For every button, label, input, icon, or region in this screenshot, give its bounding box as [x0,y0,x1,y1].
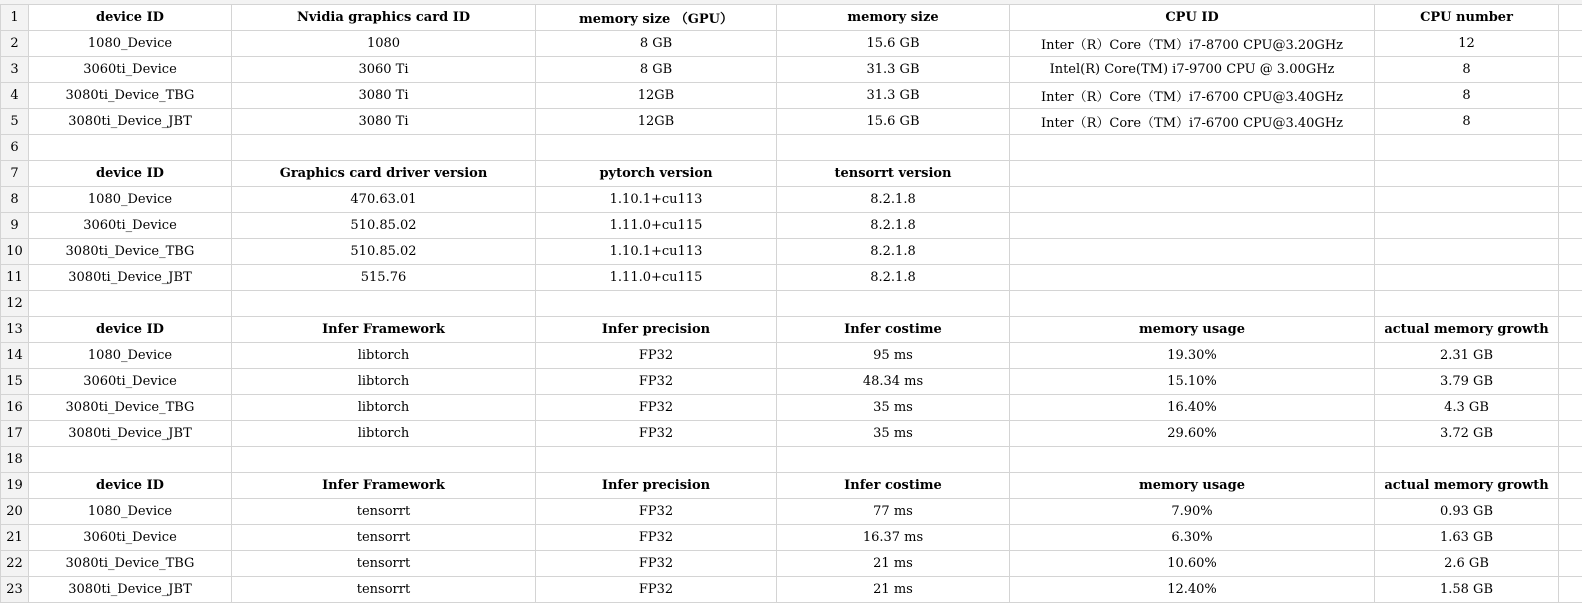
table-cell[interactable]: 15.10% [1010,369,1375,395]
table-cell[interactable]: 12GB [536,109,777,135]
empty-cell[interactable] [1559,135,1582,161]
empty-cell[interactable] [1559,499,1582,525]
table-cell[interactable]: 3060ti_Device [29,525,232,551]
table-cell[interactable]: 1080 [232,31,536,57]
empty-cell[interactable] [1559,369,1582,395]
table-cell[interactable]: 8.2.1.8 [777,239,1010,265]
empty-cell[interactable] [1375,135,1559,161]
table-cell[interactable]: tensorrt [232,525,536,551]
empty-cell[interactable] [1559,109,1582,135]
row-header[interactable]: 22 [1,551,29,577]
table-cell[interactable]: libtorch [232,395,536,421]
table-cell[interactable]: 48.34 ms [777,369,1010,395]
empty-cell[interactable] [1559,161,1582,187]
empty-cell[interactable] [1375,213,1559,239]
table-cell[interactable]: 29.60% [1010,421,1375,447]
empty-cell[interactable] [1559,57,1582,83]
empty-cell[interactable] [1559,213,1582,239]
table-cell[interactable]: 8.2.1.8 [777,187,1010,213]
table-cell[interactable]: 8 [1375,57,1559,83]
table-cell[interactable]: 510.85.02 [232,213,536,239]
empty-cell[interactable] [1375,447,1559,473]
table-cell[interactable]: FP32 [536,395,777,421]
empty-cell[interactable] [232,291,536,317]
empty-cell[interactable] [232,447,536,473]
empty-cell[interactable] [232,135,536,161]
empty-cell[interactable] [1559,551,1582,577]
empty-cell[interactable] [1375,265,1559,291]
table-cell[interactable]: 12 [1375,31,1559,57]
table-cell[interactable]: 3060ti_Device [29,369,232,395]
table-header-cell[interactable]: Nvidia graphics card ID [232,5,536,31]
table-cell[interactable]: 8.2.1.8 [777,265,1010,291]
table-header-cell[interactable]: Infer Framework [232,473,536,499]
table-header-cell[interactable]: memory size （GPU） [536,5,777,31]
table-cell[interactable]: 19.30% [1010,343,1375,369]
empty-cell[interactable] [1559,343,1582,369]
empty-cell[interactable] [1559,31,1582,57]
table-header-cell[interactable]: Infer precision [536,473,777,499]
table-cell[interactable]: FP32 [536,525,777,551]
table-cell[interactable]: 12GB [536,83,777,109]
table-header-cell[interactable]: device ID [29,473,232,499]
empty-cell[interactable] [1010,213,1375,239]
empty-cell[interactable] [29,135,232,161]
table-cell[interactable]: 8 GB [536,31,777,57]
table-cell[interactable]: 3080ti_Device_TBG [29,395,232,421]
table-cell[interactable]: FP32 [536,499,777,525]
table-cell[interactable]: 1.10.1+cu113 [536,187,777,213]
empty-cell[interactable] [1559,83,1582,109]
table-header-cell[interactable]: memory usage [1010,317,1375,343]
empty-cell[interactable] [1010,161,1375,187]
table-cell[interactable]: 1080_Device [29,499,232,525]
row-header[interactable]: 2 [1,31,29,57]
table-cell[interactable]: 1.63 GB [1375,525,1559,551]
row-header[interactable]: 14 [1,343,29,369]
table-header-cell[interactable]: device ID [29,5,232,31]
empty-cell[interactable] [536,291,777,317]
table-cell[interactable]: 3080ti_Device_TBG [29,551,232,577]
table-header-cell[interactable]: tensorrt version [777,161,1010,187]
empty-cell[interactable] [1559,265,1582,291]
table-cell[interactable]: 12.40% [1010,577,1375,603]
row-header[interactable]: 6 [1,135,29,161]
table-cell[interactable]: 16.40% [1010,395,1375,421]
table-cell[interactable]: libtorch [232,343,536,369]
table-cell[interactable]: 3080ti_Device_TBG [29,83,232,109]
table-header-cell[interactable]: Infer Framework [232,317,536,343]
table-cell[interactable]: tensorrt [232,551,536,577]
table-cell[interactable]: 16.37 ms [777,525,1010,551]
row-header[interactable]: 12 [1,291,29,317]
table-cell[interactable]: 510.85.02 [232,239,536,265]
table-header-cell[interactable]: Infer precision [536,317,777,343]
row-header[interactable]: 13 [1,317,29,343]
row-header[interactable]: 19 [1,473,29,499]
table-header-cell[interactable]: Infer costime [777,317,1010,343]
row-header[interactable]: 5 [1,109,29,135]
row-header[interactable]: 16 [1,395,29,421]
row-header[interactable]: 7 [1,161,29,187]
table-cell[interactable]: FP32 [536,421,777,447]
empty-cell[interactable] [1559,421,1582,447]
table-cell[interactable]: 4.3 GB [1375,395,1559,421]
table-cell[interactable]: 2.6 GB [1375,551,1559,577]
table-cell[interactable]: 2.31 GB [1375,343,1559,369]
table-cell[interactable]: 15.6 GB [777,31,1010,57]
table-cell[interactable]: tensorrt [232,499,536,525]
spreadsheet [0,4,1582,607]
table-cell[interactable]: 1.11.0+cu115 [536,213,777,239]
empty-cell[interactable] [1559,447,1582,473]
spreadsheet-grid [0,4,1582,603]
table-cell[interactable]: 8 [1375,109,1559,135]
empty-cell[interactable] [1559,395,1582,421]
table-cell[interactable]: Inter（R）Core（TM）i7-6700 CPU@3.40GHz [1010,83,1375,109]
row-header[interactable]: 17 [1,421,29,447]
empty-cell[interactable] [1010,291,1375,317]
table-cell[interactable]: 15.6 GB [777,109,1010,135]
table-header-cell[interactable]: device ID [29,161,232,187]
table-cell[interactable]: 31.3 GB [777,83,1010,109]
row-header[interactable]: 20 [1,499,29,525]
empty-cell[interactable] [777,447,1010,473]
empty-cell[interactable] [29,291,232,317]
empty-cell[interactable] [777,291,1010,317]
empty-cell[interactable] [1010,239,1375,265]
table-cell[interactable]: FP32 [536,369,777,395]
table-cell[interactable]: FP32 [536,343,777,369]
row-header[interactable]: 10 [1,239,29,265]
empty-cell[interactable] [29,447,232,473]
table-cell[interactable]: 3060 Ti [232,57,536,83]
empty-cell[interactable] [1010,187,1375,213]
table-cell[interactable]: tensorrt [232,577,536,603]
table-cell[interactable]: 3080 Ti [232,109,536,135]
table-cell[interactable]: 1.58 GB [1375,577,1559,603]
table-header-cell[interactable]: actual memory growth [1375,317,1559,343]
table-cell[interactable]: 77 ms [777,499,1010,525]
table-cell[interactable]: Inter（R）Core（TM）i7-8700 CPU@3.20GHz [1010,31,1375,57]
table-cell[interactable]: 1.11.0+cu115 [536,265,777,291]
row-header[interactable]: 1 [1,5,29,31]
table-cell[interactable]: 515.76 [232,265,536,291]
row-header[interactable]: 3 [1,57,29,83]
table-cell[interactable]: 1080_Device [29,31,232,57]
table-cell[interactable]: 7.90% [1010,499,1375,525]
table-cell[interactable]: 3080ti_Device_JBT [29,421,232,447]
table-cell[interactable]: 8 GB [536,57,777,83]
empty-cell[interactable] [1010,265,1375,291]
row-header[interactable]: 18 [1,447,29,473]
empty-cell[interactable] [1559,5,1582,31]
table-cell[interactable]: libtorch [232,369,536,395]
empty-cell[interactable] [1559,239,1582,265]
row-header[interactable]: 23 [1,577,29,603]
table-cell[interactable]: 3080 Ti [232,83,536,109]
empty-cell[interactable] [1010,447,1375,473]
table-cell[interactable]: 3080ti_Device_JBT [29,577,232,603]
table-cell[interactable]: 3.79 GB [1375,369,1559,395]
table-header-cell[interactable]: Graphics card driver version [232,161,536,187]
table-cell[interactable]: FP32 [536,577,777,603]
empty-cell[interactable] [777,135,1010,161]
empty-cell[interactable] [536,447,777,473]
row-header[interactable]: 11 [1,265,29,291]
empty-cell[interactable] [536,135,777,161]
table-header-cell[interactable]: pytorch version [536,161,777,187]
empty-cell[interactable] [1375,187,1559,213]
table-header-cell[interactable]: CPU number [1375,5,1559,31]
table-cell[interactable]: FP32 [536,551,777,577]
table-cell[interactable]: 1080_Device [29,343,232,369]
table-cell[interactable]: 35 ms [777,395,1010,421]
empty-cell[interactable] [1559,577,1582,603]
table-cell[interactable]: 3080ti_Device_JBT [29,265,232,291]
table-cell[interactable]: 95 ms [777,343,1010,369]
table-cell[interactable]: 1.10.1+cu113 [536,239,777,265]
empty-cell[interactable] [1559,317,1582,343]
empty-cell[interactable] [1559,187,1582,213]
table-header-cell[interactable]: CPU ID [1010,5,1375,31]
row-header[interactable]: 15 [1,369,29,395]
table-cell[interactable]: 470.63.01 [232,187,536,213]
table-cell[interactable]: libtorch [232,421,536,447]
empty-cell[interactable] [1010,135,1375,161]
row-header[interactable]: 9 [1,213,29,239]
table-header-cell[interactable]: memory size [777,5,1010,31]
table-cell[interactable]: 35 ms [777,421,1010,447]
table-cell[interactable]: 3060ti_Device [29,213,232,239]
table-cell[interactable]: 21 ms [777,577,1010,603]
table-cell[interactable]: 3.72 GB [1375,421,1559,447]
table-cell[interactable]: 8 [1375,83,1559,109]
table-cell[interactable]: 0.93 GB [1375,499,1559,525]
row-header[interactable]: 8 [1,187,29,213]
table-header-cell[interactable]: actual memory growth [1375,473,1559,499]
table-header-cell[interactable]: memory usage [1010,473,1375,499]
table-cell[interactable]: 3080ti_Device_JBT [29,109,232,135]
table-cell[interactable]: 21 ms [777,551,1010,577]
empty-cell[interactable] [1375,239,1559,265]
table-cell[interactable]: 10.60% [1010,551,1375,577]
table-cell[interactable]: 8.2.1.8 [777,213,1010,239]
table-cell[interactable]: 3080ti_Device_TBG [29,239,232,265]
row-header[interactable]: 21 [1,525,29,551]
table-header-cell[interactable]: device ID [29,317,232,343]
table-cell[interactable]: 1080_Device [29,187,232,213]
table-cell[interactable]: 3060ti_Device [29,57,232,83]
table-cell[interactable]: 6.30% [1010,525,1375,551]
empty-cell[interactable] [1559,473,1582,499]
empty-cell[interactable] [1559,291,1582,317]
empty-cell[interactable] [1375,291,1559,317]
table-header-cell[interactable]: Infer costime [777,473,1010,499]
table-cell[interactable]: Intel(R) Core(TM) i7-9700 CPU @ 3.00GHz [1010,57,1375,83]
empty-cell[interactable] [1559,525,1582,551]
table-cell[interactable]: 31.3 GB [777,57,1010,83]
row-header[interactable]: 4 [1,83,29,109]
table-cell[interactable]: Inter（R）Core（TM）i7-6700 CPU@3.40GHz [1010,109,1375,135]
empty-cell[interactable] [1375,161,1559,187]
